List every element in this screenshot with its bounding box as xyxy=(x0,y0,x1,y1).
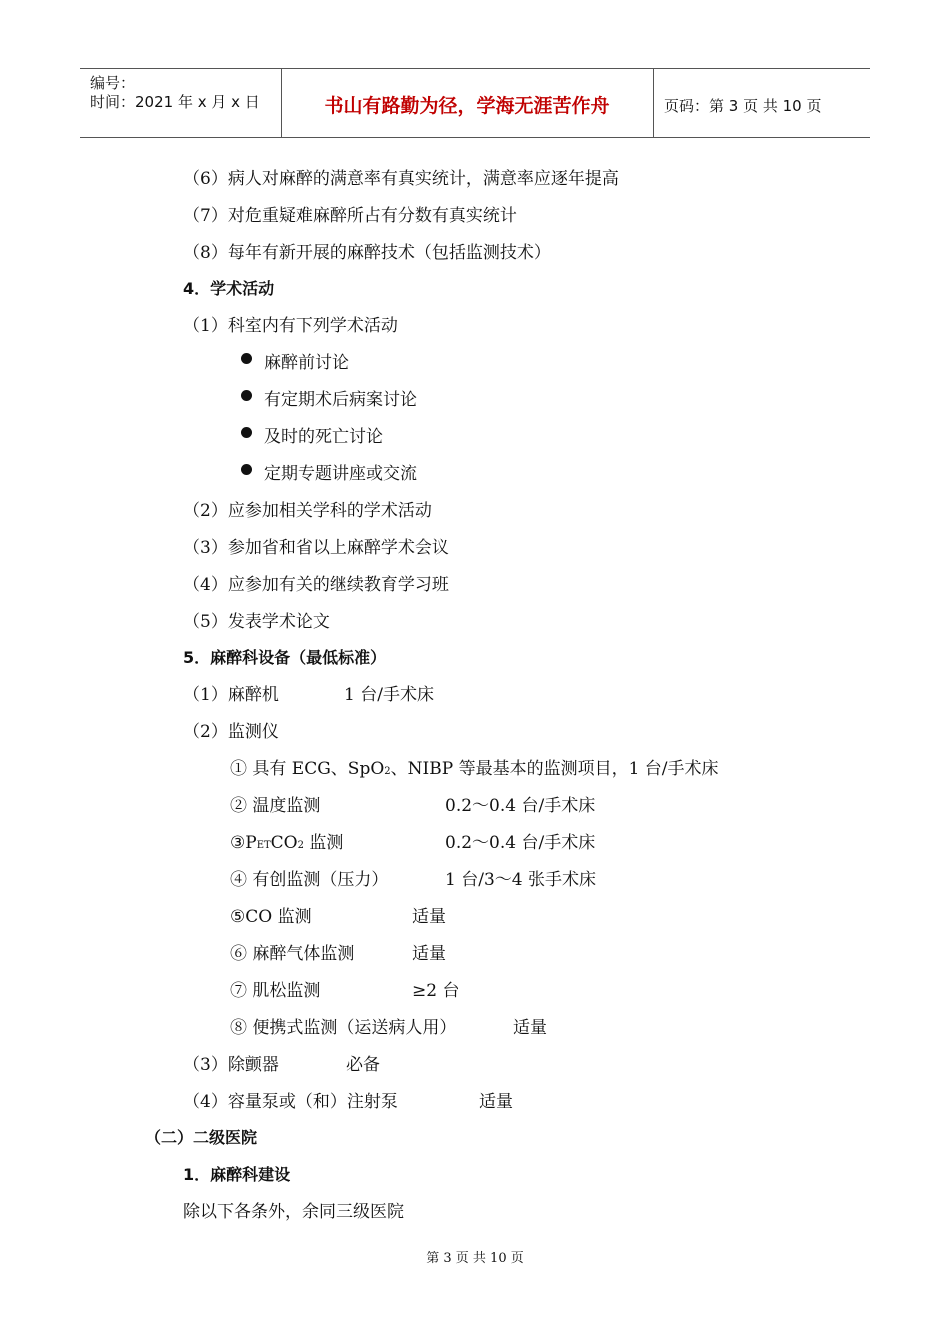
equipment-label-2: （2）监测仪 xyxy=(183,722,279,742)
item-8: （8）每年有新开展的麻醉技术（包括监测技术） xyxy=(183,243,551,263)
academic-item-5: （5）发表学术论文 xyxy=(183,612,330,632)
monitor-label-2: ② 温度监测 xyxy=(230,796,321,816)
monitor-label-7: ⑦ 肌松监测 xyxy=(230,981,321,1001)
monitor-value-4: 1 台/3～4 张手术床 xyxy=(445,870,596,890)
bullet-item: 麻醉前讨论 xyxy=(264,353,349,373)
monitor-label-4: ④ 有创监测（压力） xyxy=(230,870,389,890)
header-page-cell xyxy=(654,69,870,137)
monitor-value-2: 0.2～0.4 台/手术床 xyxy=(445,796,596,816)
academic-item-1: （1）科室内有下列学术活动 xyxy=(183,316,398,336)
item-6: （6）病人对麻醉的满意率有真实统计，满意率应逐年提高 xyxy=(183,169,619,189)
bullet-item: 定期专题讲座或交流 xyxy=(264,464,417,484)
monitor-item-1: ① 具有 ECG、SpO2、NIBP 等最基本的监测项目，1 台/手术床 xyxy=(230,759,719,779)
bullet-icon xyxy=(241,427,252,438)
section-heading-academic: 4．学术活动 xyxy=(183,279,275,298)
equipment-label-3: （3）除颤器 xyxy=(183,1055,279,1075)
academic-item-2: （2）应参加相关学科的学术活动 xyxy=(183,501,432,521)
header-page-label: 页码：第 3 页 共 10 页 xyxy=(664,97,822,115)
page-header xyxy=(80,68,870,138)
bullet-item: 及时的死亡讨论 xyxy=(264,427,383,447)
bullet-icon xyxy=(241,353,252,364)
monitor-value-6: 适量 xyxy=(412,944,446,964)
item-7: （7）对危重疑难麻醉所占有分数有真实统计 xyxy=(183,206,517,226)
page-footer: 第 3 页 共 10 页 xyxy=(426,1251,524,1266)
academic-item-4: （4）应参加有关的继续教育学习班 xyxy=(183,575,449,595)
equipment-value-3: 必备 xyxy=(346,1055,380,1075)
monitor-value-8: 适量 xyxy=(513,1018,547,1038)
header-time-label: 时间：2021 年 x 月 x 日 xyxy=(90,93,260,111)
bullet-icon xyxy=(241,390,252,401)
header-motto-cell xyxy=(281,69,654,137)
header-number-label: 编号： xyxy=(90,74,136,92)
equipment-label-4: （4）容量泵或（和）注射泵 xyxy=(183,1092,398,1112)
header-motto: 书山有路勤为径，学海无涯苦作舟 xyxy=(324,95,610,117)
equipment-label-1: （1）麻醉机 xyxy=(183,685,279,705)
section-heading-level2: （二）二级医院 xyxy=(145,1128,258,1147)
monitor-label-6: ⑥ 麻醉气体监测 xyxy=(230,944,355,964)
bullet-icon xyxy=(241,464,252,475)
paragraph-text: 除以下各条外，余同三级医院 xyxy=(183,1202,404,1222)
section-heading-build: 1．麻醉科建设 xyxy=(183,1165,291,1184)
monitor-value-5: 适量 xyxy=(412,907,446,927)
monitor-label-8: ⑧ 便携式监测（运送病人用） xyxy=(230,1018,457,1038)
section-heading-equipment: 5．麻醉科设备（最低标准） xyxy=(183,648,387,667)
equipment-value-1: 1 台/手术床 xyxy=(344,685,434,705)
academic-item-3: （3）参加省和省以上麻醉学术会议 xyxy=(183,538,449,558)
monitor-label-3: ③PETCO2 监测 xyxy=(230,833,344,853)
monitor-label-5: ⑤CO 监测 xyxy=(230,907,312,927)
header-info-cell xyxy=(80,69,282,137)
monitor-value-3: 0.2～0.4 台/手术床 xyxy=(445,833,596,853)
monitor-value-7: ≥2 台 xyxy=(412,981,460,1001)
bullet-item: 有定期术后病案讨论 xyxy=(264,390,417,410)
equipment-value-4: 适量 xyxy=(479,1092,513,1112)
